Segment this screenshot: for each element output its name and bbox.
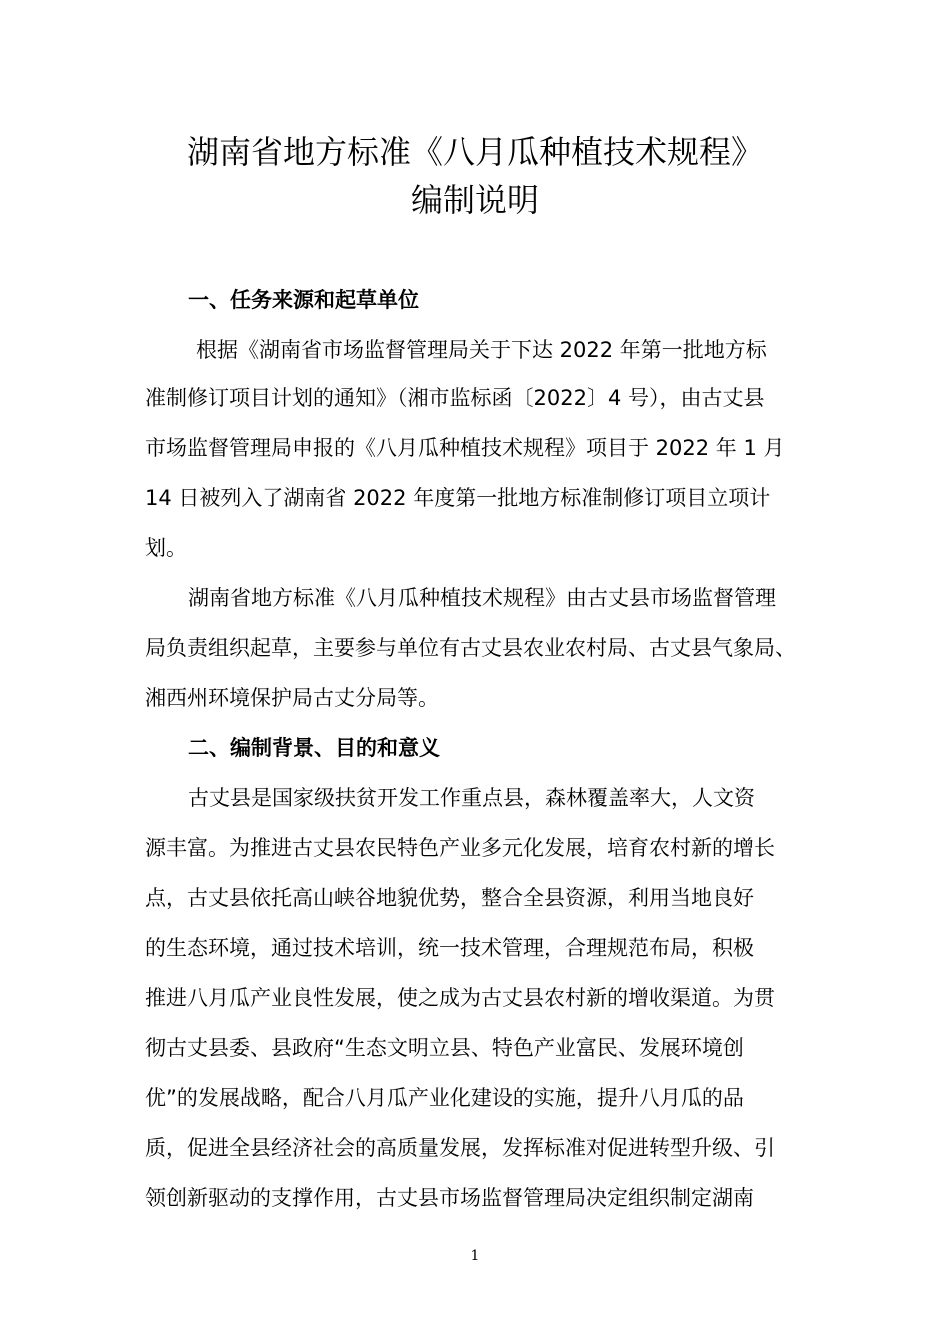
- paragraph-line: 彻古丈县委、县政府“生态文明立县、特色产业富民、发展环境创: [145, 1036, 744, 1060]
- paragraph-line: 优”的发展战略，配合八月瓜产业化建设的实施，提升八月瓜的品: [145, 1086, 744, 1110]
- paragraph-line: 准制修订项目计划的通知》（湘市监标函〔2022〕4 号），由古丈县: [145, 386, 765, 410]
- paragraph-line: 湘西州环境保护局古丈分局等。: [145, 686, 439, 710]
- paragraph-line: 推进八月瓜产业良性发展，使之成为古丈县农村新的增收渠道。为贯: [145, 986, 775, 1010]
- paragraph-line: 古丈县是国家级扶贫开发工作重点县，森林覆盖率大，人文资: [188, 786, 755, 810]
- paragraph-line: 的生态环境，通过技术培训，统一技术管理，合理规范布局，积极: [145, 936, 754, 960]
- section-heading-2: 二、编制背景、目的和意义: [188, 736, 440, 760]
- paragraph-line: 划。: [145, 536, 187, 560]
- paragraph-line: 质，促进全县经济社会的高质量发展，发挥标准对促进转型升级、引: [145, 1136, 775, 1160]
- paragraph-line: 14 日被列入了湖南省 2022 年度第一批地方标准制修订项目立项计: [145, 486, 771, 510]
- document-title: 湖南省地方标准《八月瓜种植技术规程》: [186, 133, 763, 171]
- paragraph-line: 点，古丈县依托高山峡谷地貌优势，整合全县资源，利用当地良好: [145, 886, 754, 910]
- document-subtitle: 编制说明: [410, 181, 539, 219]
- section-heading-1: 一、任务来源和起草单位: [188, 288, 419, 312]
- page-number: 1: [470, 1248, 480, 1264]
- paragraph-line: 市场监督管理局申报的《八月瓜种植技术规程》项目于 2022 年 1 月: [145, 436, 785, 460]
- paragraph-line: 源丰富。为推进古丈县农民特色产业多元化发展，培育农村新的增长: [145, 836, 775, 860]
- paragraph-line: 根据《湖南省市场监督管理局关于下达 2022 年第一批地方标: [196, 338, 767, 362]
- paragraph-line: 领创新驱动的支撑作用，古丈县市场监督管理局决定组织制定湖南: [145, 1186, 754, 1210]
- paragraph-line: 湖南省地方标准《八月瓜种植技术规程》由古丈县市场监督管理: [188, 586, 776, 610]
- paragraph-line: 局负责组织起草，主要参与单位有古丈县农业农村局、古丈县气象局、: [145, 636, 796, 660]
